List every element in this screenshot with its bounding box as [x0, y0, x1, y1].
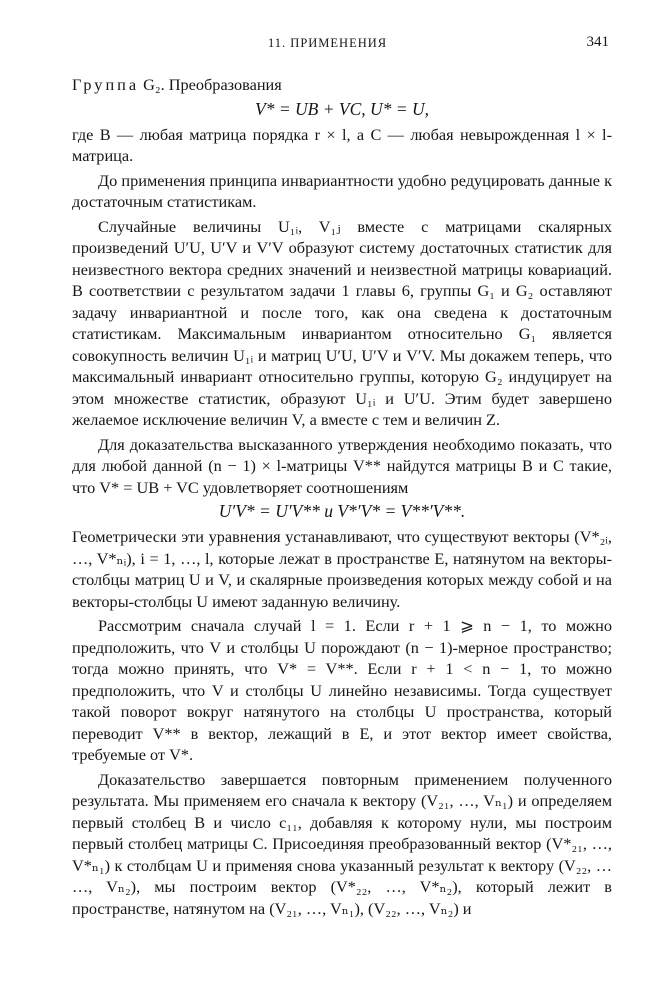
paragraph: До применения принципа инвариантности удобно редуцировать данные к достаточным статистикам.: [72, 170, 612, 211]
page-number: 341: [586, 34, 609, 50]
spaced-word: Группа: [72, 75, 140, 94]
paragraph: где B — любая матрица порядка r × l, а C — любая невырожденная l × l-матрица.: [72, 124, 612, 165]
paragraph: Геометрически эти уравнения устанавливают, что существуют векторы (V*₂ᵢ, …, V*ₙᵢ), i = 1, …, l, которые лежат в пространстве E, натянутом на векторы-столбцы матриц U и V, и скалярные произведения которых между собой и на векторы-столбцы U имеют заданную величину.: [72, 527, 612, 611]
paragraph-group-g2: [72, 74, 612, 96]
formula-transform: V* = UB + VC, U* = U,: [255, 98, 429, 119]
paragraph: Случайные величины U₁ᵢ, V₁ⱼ вместе с матрицами скалярных произведений U′U, U′V и V′V образуют систему достаточных статистик для неизвестного вектора средних значений и неизвестной матрицы ковариаций. В соответствии с результатом задачи 1 главы 6, группы G₁ и G₂ оставляют задачу инвариантной и после того, как она сведена к достаточным статистикам. Максимальным инвариантом относительно G₁ является совокупность величин U₁ᵢ и матриц U′U, U′V и V′V. Мы докажем теперь, что максимальный инвариант относительно группы, которую G₂ индуцирует на этом множестве статистик, образуют U₁ᵢ и U′U. Этим будет завершено желаемое исключение величин V, а вместе с тем и величин Z.: [72, 216, 612, 429]
running-head: 11. ПРИМЕНЕНИЯ: [268, 36, 388, 50]
paragraph: Доказательство завершается повторным применением полученного результата. Мы применяем его сначала к вектору (V₂₁, …, Vₙ₁) и определяем первый столбец B и число c₁₁, добавляя к которому нули, мы построим первый столбец матрицы C. Присоединяя преобразованный вектор (V*₂₁, …, V*ₙ₁) к столбцам U и применяя снова указанный результат к вектору (V₂₂, … …, Vₙ₂), мы построим вектор (V*₂₂, …, V*ₙ₂), который лежит в пространстве, натянутом на (V₂₁, …, Vₙ₁), (V₂₂, …, Vₙ₂) и: [72, 769, 612, 918]
formula-conditions: U′V* = U′V** и V*′V* = V**′V**.: [218, 501, 466, 521]
page-header: [0, 36, 651, 56]
paragraph-text: G₂. Преобразования: [139, 75, 282, 94]
paragraph: Рассмотрим сначала случай l = 1. Если r + 1 ⩾ n − 1, то можно предположить, что V и столбцы U порождают (n − 1)-мерное пространство; тогда можно принять, что V* = V**. Если r + 1 < n − 1, то можно предположить, что V и столбцы U линейно независимы. Тогда существует такой поворот вокруг натянутого на столбцы U пространства, который переводит V** в вектор, лежащий в E, и этот вектор имеет свойства, требуемые от V*.: [72, 616, 612, 764]
body-text: [72, 74, 612, 919]
paragraph: Для доказательства высказанного утверждения необходимо показать, что для любой данной (n − 1) × l-матрицы V** найдутся матрицы B и C такие, что V* = UB + VC удовлетворяет соотношениям: [72, 434, 612, 497]
